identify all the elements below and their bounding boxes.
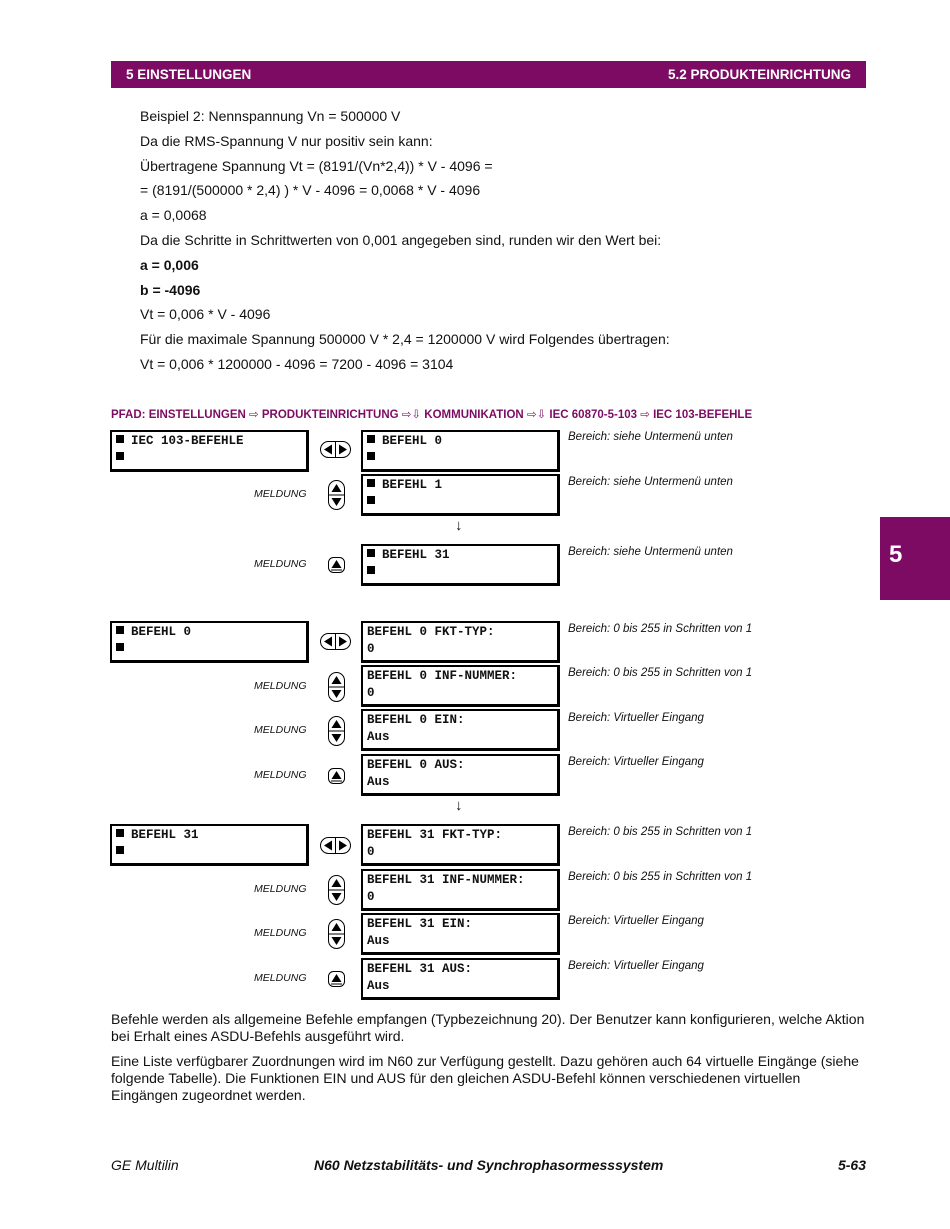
chapter-tab: 5	[880, 517, 950, 600]
up-key-icon	[328, 557, 345, 573]
up-down-key-icon	[328, 919, 345, 949]
setting-befehl-31-ein[interactable]: BEFEHL 31 EIN: Aus	[361, 913, 560, 955]
range-note: Bereich: 0 bis 255 in Schritten von 1	[568, 871, 753, 883]
bullet-icon	[116, 626, 124, 634]
bullet-icon	[367, 479, 375, 487]
up-down-key-icon	[328, 672, 345, 702]
up-key-icon	[328, 971, 345, 987]
message-label: MELDUNG	[254, 883, 307, 895]
bullet-icon	[367, 452, 375, 460]
range-note: Bereich: siehe Untermenü unten	[568, 546, 733, 558]
chapter-title: 5 EINSTELLUNGEN	[126, 67, 252, 82]
menu-header-iec103-befehle[interactable]: IEC 103-BEFEHLE	[110, 430, 309, 472]
bullet-icon	[116, 829, 124, 837]
up-down-key-icon	[328, 716, 345, 746]
example-line: Da die RMS-Spannung V nur positiv sein kann:	[140, 133, 433, 149]
body-paragraph: Eine Liste verfügbarer Zuordnungen wird im N60 zur Verfügung gestellt. Dazu gehören auch 64 virtuelle Eingänge (siehe folgende Tabelle). Die Funktionen EIN und AUS für den gleichen ASDU-Befehl können verschiedenen virtuellen Eingängen zugeordnet werden.	[111, 1053, 859, 1103]
bullet-icon	[116, 846, 124, 854]
range-note: Bereich: siehe Untermenü unten	[568, 431, 733, 443]
range-note: Bereich: siehe Untermenü unten	[568, 476, 733, 488]
bullet-icon	[367, 496, 375, 504]
body-paragraph: Befehle werden als allgemeine Befehle empfangen (Typbezeichnung 20). Der Benutzer kann konfigurieren, welche Aktion bei Erhalt eines ASDU-Befehls ausgeführt wird.	[111, 1011, 865, 1044]
example-line: a = 0,0068	[140, 207, 207, 223]
footer-product: N60 Netzstabilitäts- und Synchrophasormesssystem	[314, 1157, 664, 1173]
up-key-icon	[328, 768, 345, 784]
down-arrow-icon: ↓	[455, 517, 463, 534]
message-label: MELDUNG	[254, 724, 307, 736]
up-down-key-icon	[328, 480, 345, 510]
range-note: Bereich: Virtueller Eingang	[568, 712, 704, 724]
bullet-icon	[367, 435, 375, 443]
range-note: Bereich: 0 bis 255 in Schritten von 1	[568, 667, 753, 679]
left-right-key-icon	[320, 837, 351, 854]
settings-path: PFAD: EINSTELLUNGEN ⇨ PRODUKTEINRICHTUNG ⇨⇩ KOMMUNIKATION ⇨⇩ IEC 60870-5-103 ⇨ IEC 103-BEFEHLE	[111, 409, 753, 421]
right-down-arrow-icon: ⇨⇩	[526, 409, 547, 421]
example-line: Übertragene Spannung Vt = (8191/(Vn*2,4)) * V - 4096 =	[140, 158, 493, 174]
section-header	[111, 61, 866, 88]
setting-befehl-0-aus[interactable]: BEFEHL 0 AUS: Aus	[361, 754, 560, 796]
example-line-bold: b = -4096	[140, 282, 201, 298]
bullet-icon	[116, 643, 124, 651]
range-note: Bereich: Virtueller Eingang	[568, 915, 704, 927]
example-line: = (8191/(500000 * 2,4) ) * V - 4096 = 0,0068 * V - 4096	[140, 182, 481, 198]
range-note: Bereich: Virtueller Eingang	[568, 756, 704, 768]
range-note: Bereich: 0 bis 255 in Schritten von 1	[568, 826, 753, 838]
section-title: 5.2 PRODUKTEINRICHTUNG	[667, 67, 851, 82]
example-line: Vt = 0,006 * 1200000 - 4096 = 7200 - 4096 = 3104	[140, 356, 454, 372]
example-line: Beispiel 2: Nennspannung Vn = 500000 V	[140, 108, 401, 124]
menu-item-befehl-31[interactable]: BEFEHL 31	[361, 544, 560, 586]
example-line: Für die maximale Spannung 500000 V * 2,4 = 1200000 V wird Folgendes übertragen:	[140, 331, 670, 347]
setting-befehl-31-fkt-typ[interactable]: BEFEHL 31 FKT-TYP: 0	[361, 824, 560, 866]
menu-header-befehl-31[interactable]: BEFEHL 31	[110, 824, 309, 866]
right-arrow-icon: ⇨	[249, 409, 259, 421]
range-note: Bereich: Virtueller Eingang	[568, 960, 704, 972]
bullet-icon	[367, 549, 375, 557]
message-label: MELDUNG	[254, 972, 307, 984]
menu-item-befehl-1[interactable]: BEFEHL 1	[361, 474, 560, 516]
setting-befehl-0-fkt-typ[interactable]: BEFEHL 0 FKT-TYP: 0	[361, 621, 560, 663]
menu-item-befehl-0[interactable]: BEFEHL 0	[361, 430, 560, 472]
example-line: Vt = 0,006 * V - 4096	[140, 306, 271, 322]
example-line: Da die Schritte in Schrittwerten von 0,001 angegeben sind, runden wir den Wert bei:	[140, 232, 662, 248]
right-arrow-icon: ⇨	[640, 409, 650, 421]
right-down-arrow-icon: ⇨⇩	[401, 409, 422, 421]
left-right-key-icon	[320, 441, 351, 458]
setting-befehl-0-ein[interactable]: BEFEHL 0 EIN: Aus	[361, 709, 560, 751]
menu-header-befehl-0[interactable]: BEFEHL 0	[110, 621, 309, 663]
range-note: Bereich: 0 bis 255 in Schritten von 1	[568, 623, 753, 635]
message-label: MELDUNG	[254, 927, 307, 939]
message-label: MELDUNG	[254, 558, 307, 570]
bullet-icon	[116, 452, 124, 460]
up-down-key-icon	[328, 875, 345, 905]
message-label: MELDUNG	[254, 680, 307, 692]
page-number: 5-63	[837, 1157, 866, 1173]
left-right-key-icon	[320, 633, 351, 650]
message-label: MELDUNG	[254, 488, 307, 500]
bullet-icon	[367, 566, 375, 574]
setting-befehl-31-inf-nummer[interactable]: BEFEHL 31 INF-NUMMER: 0	[361, 869, 560, 911]
setting-befehl-31-aus[interactable]: BEFEHL 31 AUS: Aus	[361, 958, 560, 1000]
setting-befehl-0-inf-nummer[interactable]: BEFEHL 0 INF-NUMMER: 0	[361, 665, 560, 707]
bullet-icon	[116, 435, 124, 443]
example-line-bold: a = 0,006	[140, 257, 199, 273]
message-label: MELDUNG	[254, 769, 307, 781]
down-arrow-icon: ↓	[455, 797, 463, 814]
footer-company: GE Multilin	[111, 1157, 179, 1173]
